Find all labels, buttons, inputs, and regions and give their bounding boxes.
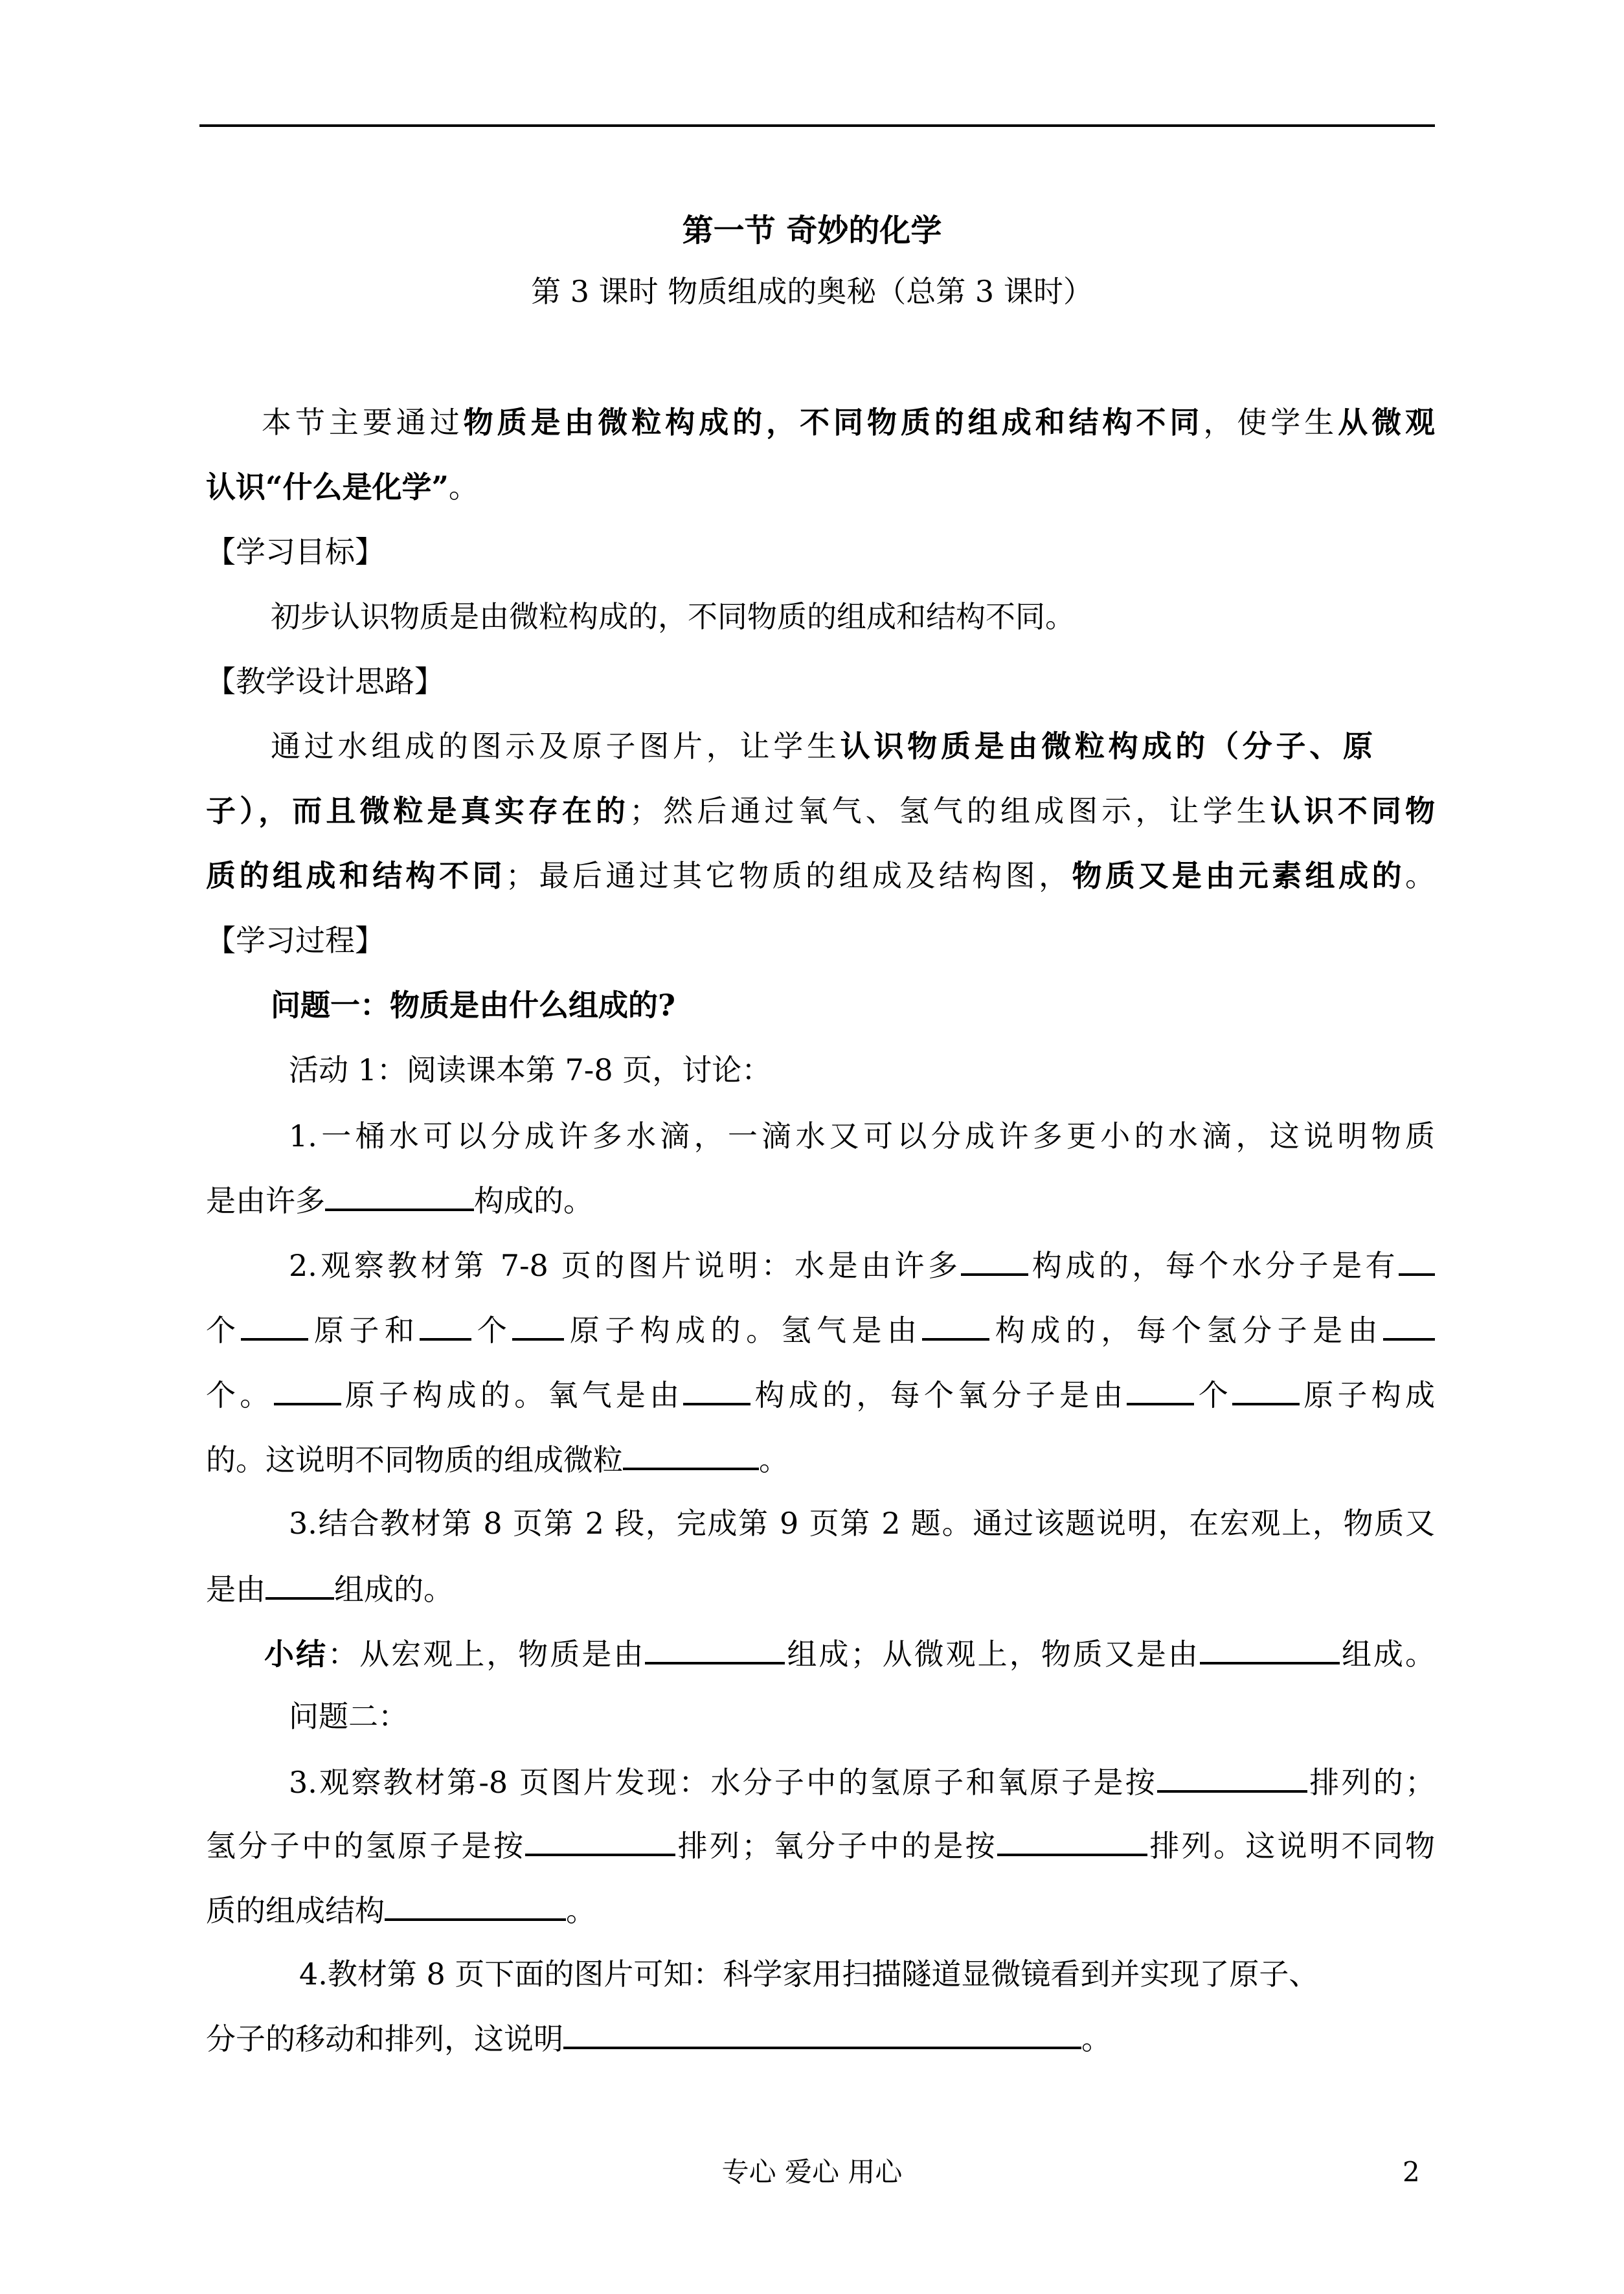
item2-text-i: 原子构成的。氧气是由 [341, 1378, 684, 1413]
item2-line-3 [206, 1374, 1435, 1414]
item2-text-e: 个 [471, 1313, 513, 1348]
item4-text-c: 。 [1081, 2021, 1111, 2056]
item2-text-m: 的。这说明不同物质的组成微粒 [206, 1442, 623, 1477]
item4-text-b: 分子的移动和排列，这说明 [206, 2021, 563, 2056]
item2-text-f: 原子构成的。氢气是由 [564, 1313, 923, 1348]
item3-line-1: 3.结合教材第 8 页第 2 段，完成第 9 页第 2 题。通过该题说明，在宏观上，物质又 [289, 1506, 1435, 1541]
intro-line-1 [262, 403, 1435, 442]
design-text-1a: 通过水组成的图示及原子图片，让学生 [271, 729, 840, 764]
lesson-subtitle: 第 3 课时 物质组成的奥秘（总第 3 课时） [531, 274, 1093, 309]
question-1: 问题一：物质是由什么组成的? [271, 988, 675, 1023]
fill-blank[interactable] [997, 1825, 1147, 1856]
item3-text-c: 组成的。 [334, 1572, 453, 1607]
item1-text-c: 构成的。 [474, 1183, 593, 1218]
fill-blank[interactable] [922, 1310, 989, 1341]
fill-blank[interactable] [1383, 1310, 1435, 1341]
item2-text-c: 个 [206, 1313, 242, 1348]
page-number: 2 [1403, 2156, 1420, 2188]
fill-blank[interactable] [683, 1374, 750, 1405]
item2-text-n: 。 [759, 1442, 789, 1477]
design-bold-3c: 物质又是由元素组成的 [1072, 858, 1406, 893]
item1-text-b: 是由许多 [206, 1183, 325, 1218]
heading-process: 【学习过程】 [206, 923, 385, 958]
fill-blank[interactable] [623, 1439, 759, 1470]
item3b-text-a: 3.观察教材第-8 页图片发现：水分子中的氢原子和氧原子是按 [289, 1765, 1158, 1800]
item3b-line-2 [206, 1825, 1435, 1865]
summary-text-a: ：从宏观上，物质是由 [328, 1637, 646, 1672]
summary-line [264, 1633, 1435, 1674]
item1-line-2 [206, 1180, 1435, 1220]
item2-text-a: 2.观察教材第 7-8 页的图片说明：水是由许多 [289, 1248, 962, 1283]
item4-line-2 [206, 2018, 1435, 2058]
fill-blank[interactable] [1399, 1245, 1435, 1276]
design-line-3 [206, 856, 1435, 895]
fill-blank[interactable] [241, 1310, 308, 1341]
fill-blank[interactable] [563, 2018, 1081, 2049]
fill-blank[interactable] [512, 1310, 564, 1341]
activity-1: 活动 1：阅读课本第 7-8 页，讨论： [289, 1052, 772, 1087]
intro-text-f: 。 [448, 470, 479, 505]
fill-blank[interactable] [1127, 1374, 1194, 1405]
design-line-2 [206, 791, 1435, 830]
fill-blank[interactable] [385, 1890, 566, 1921]
item3b-text-b: 排列的； [1307, 1765, 1436, 1800]
item2-line-2 [206, 1310, 1435, 1350]
summary-text-b: 组成；从微观上，物质又是由 [785, 1637, 1200, 1672]
item3b-text-g: 。 [566, 1893, 596, 1928]
item4-line-1: 4.教材第 8 页下面的图片可知：科学家用扫描隧道显微镜看到并实现了原子、 [299, 1957, 1319, 1992]
item2-line-4 [206, 1439, 1435, 1479]
heading-goals: 【学习目标】 [206, 534, 385, 569]
fill-blank[interactable] [1157, 1762, 1307, 1793]
fill-blank[interactable] [420, 1310, 471, 1341]
item3-text-b: 是由 [206, 1572, 265, 1607]
item3b-text-f: 质的组成结构 [206, 1893, 385, 1928]
design-bold-3a: 质的组成和结构不同 [206, 858, 506, 893]
item3-line-2 [206, 1569, 1435, 1609]
item3b-text-e: 排列。这说明不同物 [1147, 1828, 1436, 1863]
fill-blank[interactable] [961, 1245, 1028, 1276]
item3b-text-c: 氢分子中的氢原子是按 [206, 1828, 526, 1863]
summary-text-c: 组成。 [1339, 1637, 1436, 1672]
item2-text-h: 个。 [206, 1378, 274, 1413]
intro-bold-d: 从微观 [1338, 405, 1436, 440]
design-bold-2c: 认识不同物 [1270, 793, 1436, 828]
fill-blank[interactable] [265, 1569, 334, 1600]
item3b-line-1 [289, 1762, 1435, 1802]
item2-line-1 [289, 1245, 1435, 1285]
intro-text-a: 本节主要通过 [262, 405, 464, 440]
design-bold-1b: 认识物质是由微粒构成的（分子、原 [840, 729, 1373, 764]
fill-blank[interactable] [1232, 1374, 1300, 1405]
item2-text-b: 构成的，每个水分子是有 [1028, 1248, 1399, 1283]
design-text-2b: ；然后通过氧气、氢气的组成图示，让学生 [629, 793, 1270, 828]
goal-text: 初步认识物质是由微粒构成的，不同物质的组成和结构不同。 [271, 599, 1075, 634]
item1-line-1: 1.一桶水可以分成许多水滴，一滴水又可以分成许多更小的水滴，这说明物质 [289, 1119, 1435, 1153]
design-text-3b: ；最后通过其它物质的组成及结构图， [506, 858, 1072, 893]
item2-text-d: 原子和 [308, 1313, 420, 1348]
summary-label: 小结 [264, 1637, 328, 1672]
item3b-text-d: 排列；氧分子中的是按 [675, 1828, 998, 1863]
heading-design: 【教学设计思路】 [206, 664, 444, 699]
design-bold-2a: 子），而且微粒是真实存在的 [206, 793, 630, 828]
item2-text-k: 个 [1194, 1378, 1233, 1413]
item2-text-g: 构成的，每个氢分子是由 [989, 1313, 1384, 1348]
intro-text-c: ，使学生 [1203, 405, 1338, 440]
footer-motto: 专心 爱心 用心 [721, 2156, 903, 2188]
item2-text-l: 原子构成 [1300, 1378, 1436, 1413]
item2-text-j: 构成的，每个氧分子是由 [750, 1378, 1127, 1413]
fill-blank[interactable] [645, 1633, 785, 1664]
intro-line-2 [206, 468, 1435, 506]
item3b-line-3 [206, 1890, 1435, 1930]
header-rule [199, 124, 1435, 127]
fill-blank[interactable] [525, 1825, 675, 1856]
intro-bold-b: 物质是由微粒构成的，不同物质的组成和结构不同 [463, 405, 1204, 440]
section-title: 第一节 奇妙的化学 [682, 212, 942, 249]
intro-bold-e: 认识“什么是化学” [206, 470, 449, 505]
design-text-3d: 。 [1405, 858, 1436, 893]
fill-blank[interactable] [1200, 1633, 1340, 1664]
fill-blank[interactable] [274, 1374, 341, 1405]
design-line-1 [271, 727, 1373, 766]
question-2: 问题二： [289, 1699, 408, 1734]
fill-blank[interactable] [325, 1180, 474, 1211]
